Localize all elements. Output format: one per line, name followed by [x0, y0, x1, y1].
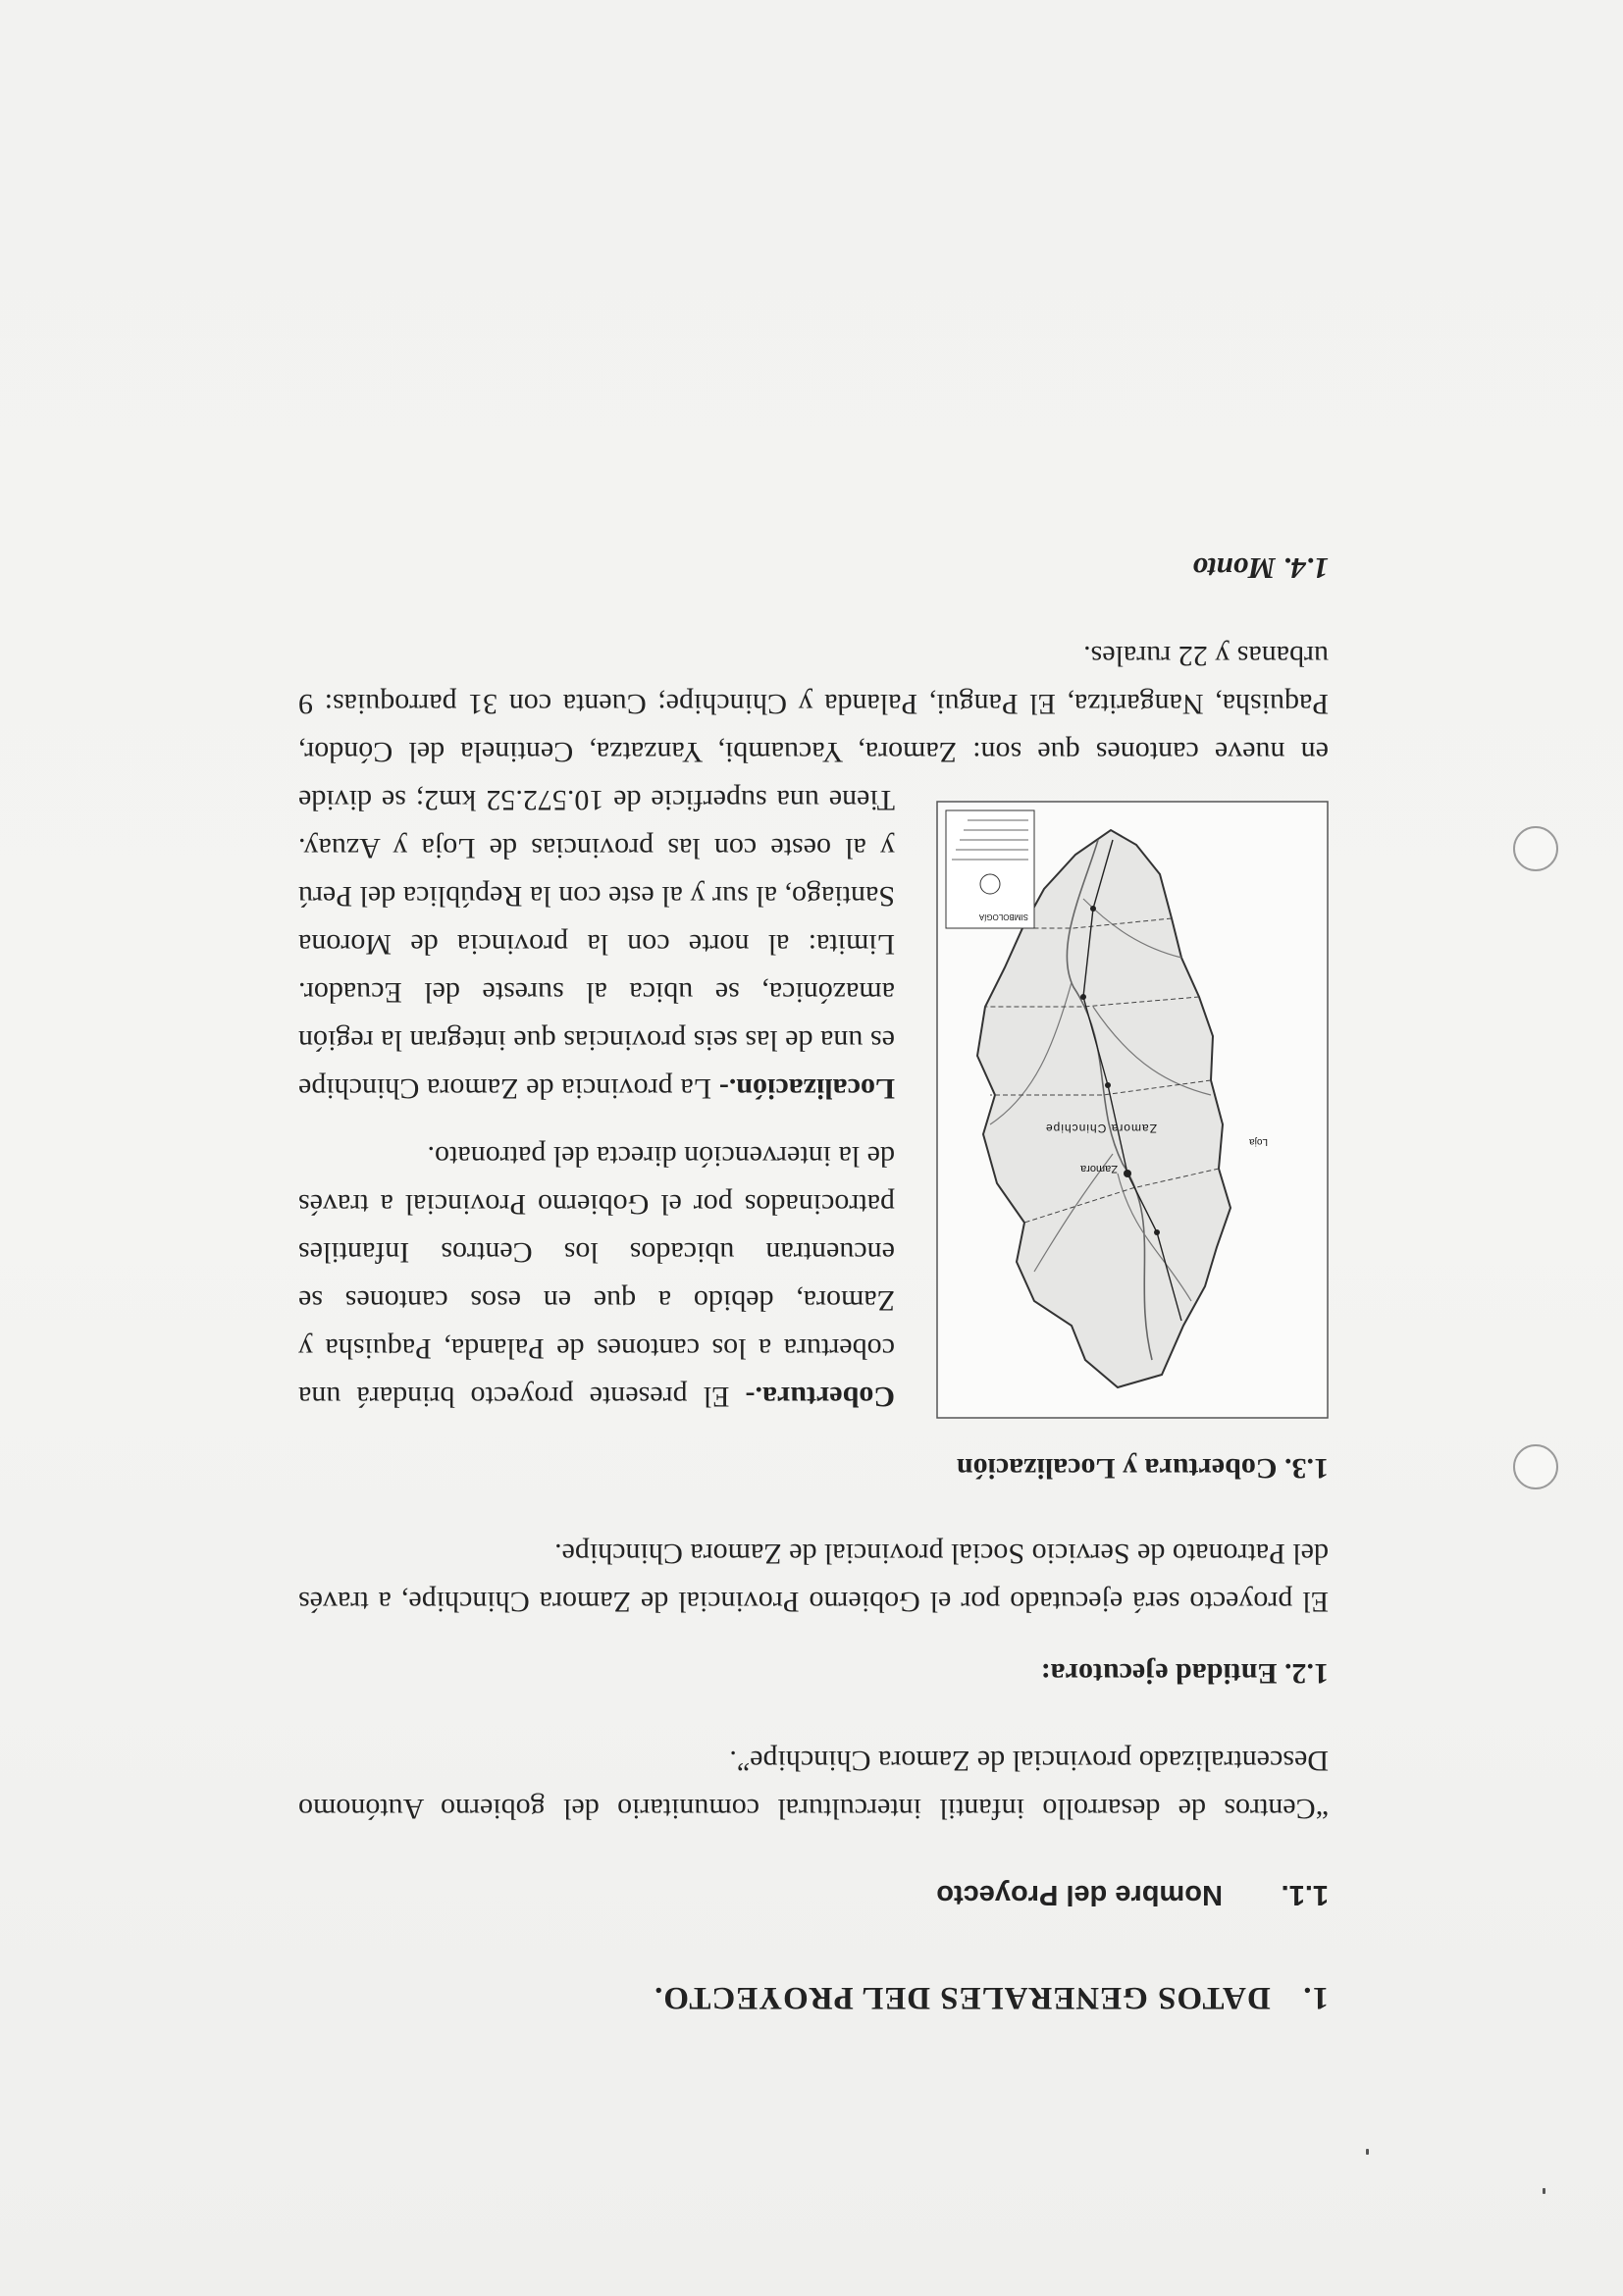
- binder-hole: [1513, 826, 1558, 871]
- section-1-1-heading: [298, 1870, 1329, 1918]
- town-marker: [1105, 1082, 1111, 1088]
- section-1-4-heading: 1.4. Monto: [1192, 551, 1329, 586]
- project-name-paragraph: “Centros de desarrollo infantil intercultural comunitario del gobierno Autónomo Descentralizado provincial de Zamora Chinchipe”.: [298, 1745, 1329, 1825]
- document-body: [298, 545, 1329, 2021]
- map-label-loja: Loja: [1249, 1136, 1268, 1147]
- scan-speck: [1366, 2149, 1369, 2155]
- town-marker: [1124, 1170, 1131, 1177]
- section-1-title: DATOS GENERALES DEL PROYECTO.: [654, 1980, 1271, 2015]
- map-legend-title: SIMBOLOGÍA: [978, 913, 1028, 921]
- binder-hole: [1513, 1444, 1558, 1489]
- province-map: [936, 801, 1329, 1419]
- section-1-1-title: Nombre del Proyecto: [936, 1879, 1223, 1910]
- section-1-1-number: 1.1.: [1281, 1879, 1329, 1910]
- map-label-capital: Zamora: [1080, 1163, 1118, 1174]
- section-1-3-heading: 1.3. Cobertura y Localización: [956, 1452, 1329, 1485]
- section-1-heading: [298, 1973, 1329, 2021]
- map-label-province: Zamora Chinchipe: [1044, 1122, 1157, 1135]
- location-text: La provincia de Zamora Chinchipe es una de las seis provincias que integran la región amazónica, se ubica al sureste del Ecuador. Limita: al norte con la provincia de Morona Santiago, al sur y al este con la República del Perú y al oeste con las provincias de Loja y Azuay. Tiene una superficie de 10.572.52 km2; se divide en nueve cantones que son: Zamora, Yacuambi, Yanzatza, Centinela del Cóndor, Paquisha, Nangaritza, El Pangui, Palanda y Chinchipe; Cuenta con 31 parroquias: 9 urbanas y 22 rurales.: [298, 640, 1329, 1105]
- coverage-lead: Cobertura.-: [745, 1381, 895, 1413]
- town-marker: [1090, 906, 1096, 912]
- section-1-2-heading: 1.2. Entidad ejecutora:: [1040, 1657, 1329, 1690]
- town-marker: [1154, 1229, 1160, 1235]
- province-map-figure: [936, 801, 1329, 1419]
- scan-speck: [1543, 2188, 1545, 2194]
- coverage-text: El presente proyecto brindará una cobertura a los cantones de Palanda, Paquisha y Zamora, debido a que en esos cantones se encuentran ubicados los Centros Infantiles patrocinados por el Gobierno Provincial a través de la intervención directa del patronato.: [298, 1140, 895, 1413]
- executing-entity-paragraph: El proyecto será ejecutado por el Gobierno Provincial de Zamora Chinchipe, a través del Patronato de Servicio Social provincial de Zamora Chinchipe.: [298, 1538, 1329, 1618]
- section-1-number: 1.: [1302, 1980, 1329, 2015]
- town-marker: [1080, 994, 1086, 1000]
- location-lead: Localización.-: [718, 1072, 895, 1105]
- map-legend-box: [946, 810, 1034, 928]
